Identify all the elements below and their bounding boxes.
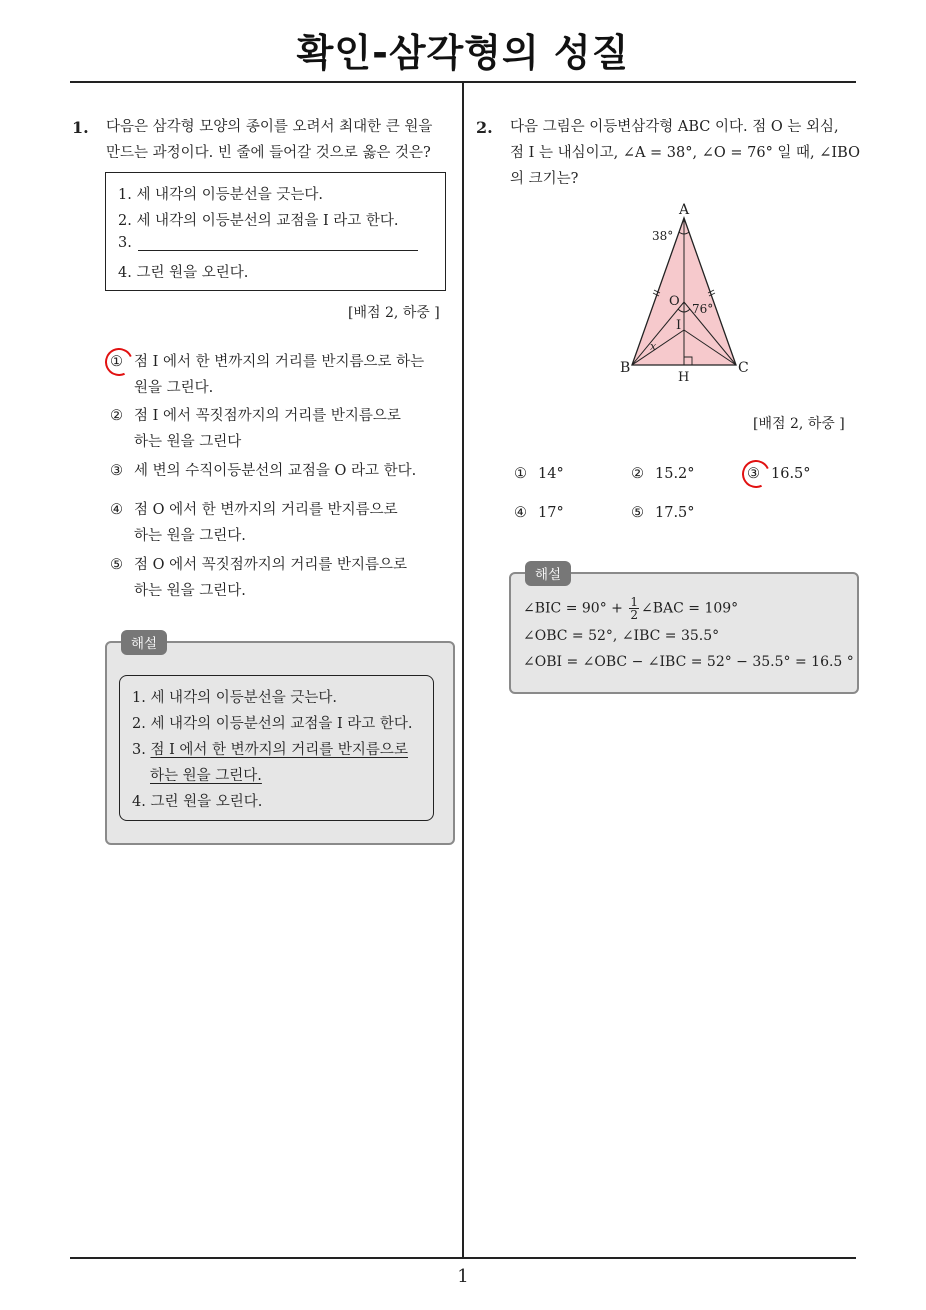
label-c: C	[738, 360, 749, 376]
question-2-text-line3: 의 크기는?	[510, 171, 579, 187]
fraction-numerator: 1	[630, 595, 638, 609]
question-2-solution-panel	[509, 572, 859, 694]
solution-step-3-answer: 점 I 에서 한 변까지의 거리를 반지름으로	[150, 742, 408, 758]
step-3-blank	[138, 236, 418, 251]
triangle-figure	[610, 198, 760, 388]
question-2-option-4[interactable]	[514, 500, 564, 526]
step-2: 2. 세 내각의 이등분선의 교점을 I 라고 한다.	[118, 213, 399, 229]
option-number: ②	[631, 466, 644, 482]
question-1-option-1[interactable]	[110, 349, 450, 401]
question-1-option-5[interactable]	[110, 552, 450, 604]
solution-step-3-label: 3.	[132, 742, 146, 758]
option-text: 17.5°	[655, 505, 695, 521]
option-text: 점 I 에서 한 변까지의 거리를 반지름으로 하는	[134, 354, 425, 370]
step-3	[118, 235, 418, 251]
step-4: 4. 그린 원을 오린다.	[118, 265, 249, 281]
option-number: ⑤	[110, 557, 123, 573]
fraction-denominator: 2	[630, 608, 638, 622]
option-text: 17°	[538, 505, 564, 521]
question-2-score: [배점 2, 하중 ]	[753, 416, 845, 432]
option-number: ②	[110, 408, 123, 424]
question-1-solution-tab: 해설	[121, 630, 167, 655]
step-3-label: 3.	[118, 235, 132, 251]
option-text: 점 O 에서 한 변까지의 거리를 반지름으로	[134, 502, 398, 518]
question-1-option-2[interactable]	[110, 403, 450, 455]
label-b: B	[620, 360, 631, 376]
label-angle-a: 38°	[652, 229, 674, 243]
question-2-option-5[interactable]	[631, 500, 695, 526]
question-2-option-3[interactable]	[747, 461, 811, 487]
question-1-steps-box	[105, 172, 446, 291]
option-number: ④	[110, 502, 123, 518]
question-2-solution-tab: 해설	[525, 561, 571, 586]
solution-step-3-cont	[150, 764, 262, 785]
solution-formula-1	[523, 596, 738, 621]
label-angle-o: 76°	[692, 302, 714, 316]
label-h: H	[678, 370, 690, 385]
option-text: 15.2°	[655, 466, 695, 482]
question-2-text-line1: 다음 그림은 이등변삼각형 ABC 이다. 점 O 는 외심,	[510, 119, 839, 135]
question-2-option-2[interactable]	[631, 461, 695, 487]
formula-1-left: ∠BIC = 90° +	[523, 600, 623, 617]
question-1-text-line1: 다음은 삼각형 모양의 종이를 오려서 최대한 큰 원을	[106, 119, 433, 135]
solution-formula-2: ∠OBC = 52°, ∠IBC = 35.5°	[523, 628, 720, 644]
option-text: 점 O 에서 꼭짓점까지의 거리를 반지름으로	[134, 557, 408, 573]
page-number: 1	[457, 1266, 469, 1287]
question-2-text	[510, 114, 860, 192]
option-text-line2: 하는 원을 그린다	[134, 434, 242, 450]
option-number: ①	[514, 466, 527, 482]
option-number: ④	[514, 505, 527, 521]
option-number: ③	[747, 466, 760, 482]
solution-step-3-answer-line2: 하는 원을 그린다.	[150, 768, 262, 784]
option-text-line2: 원을 그린다.	[134, 380, 214, 396]
label-a: A	[678, 202, 690, 218]
solution-step-1: 1. 세 내각의 이등분선을 긋는다.	[132, 690, 337, 706]
option-text-line2: 하는 원을 그린다.	[134, 583, 246, 599]
solution-step-2: 2. 세 내각의 이등분선의 교점을 I 라고 한다.	[132, 716, 413, 732]
option-number: ③	[110, 463, 123, 479]
option-text: 점 I 에서 꼭짓점까지의 거리를 반지름으로	[134, 408, 401, 424]
footer-rule	[70, 1257, 856, 1259]
solution-formula-3: ∠OBI = ∠OBC − ∠IBC = 52° − 35.5° = 16.5 °	[523, 654, 854, 670]
step-1: 1. 세 내각의 이등분선을 긋는다.	[118, 187, 323, 203]
question-2-option-1[interactable]	[514, 461, 564, 487]
question-1-text	[106, 114, 432, 166]
label-o: O	[669, 294, 680, 309]
solution-step-4: 4. 그린 원을 오린다.	[132, 794, 263, 810]
question-1-text-line2: 만드는 과정이다. 빈 줄에 들어갈 것으로 옳은 것은?	[106, 145, 431, 161]
label-x: x	[650, 340, 657, 353]
option-number: ⑤	[631, 505, 644, 521]
question-1-solution-panel	[105, 641, 455, 845]
option-number: ①	[110, 354, 123, 370]
label-i: I	[676, 318, 682, 333]
option-text: 14°	[538, 466, 564, 482]
question-2-number: 2.	[476, 118, 493, 137]
solution-step-3	[132, 738, 408, 759]
column-divider	[462, 83, 464, 1257]
question-1-score: [배점 2, 하중 ]	[348, 305, 440, 321]
option-text: 세 변의 수직이등분선의 교점을 O 라고 한다.	[134, 463, 417, 479]
question-1-solution-box	[119, 675, 434, 821]
option-text: 16.5°	[771, 466, 811, 482]
fraction-one-half	[629, 596, 639, 621]
question-1-option-3[interactable]	[110, 458, 450, 484]
formula-1-right: ∠BAC = 109°	[640, 600, 739, 617]
question-1-option-4[interactable]	[110, 497, 450, 549]
option-text-line2: 하는 원을 그린다.	[134, 528, 246, 544]
question-1-number: 1.	[72, 118, 89, 137]
question-2-text-line2: 점 I 는 내심이고, ∠A = 38°, ∠O = 76° 일 때, ∠IBO	[510, 145, 860, 161]
page-title: 확인-삼각형의 성질	[296, 31, 630, 75]
